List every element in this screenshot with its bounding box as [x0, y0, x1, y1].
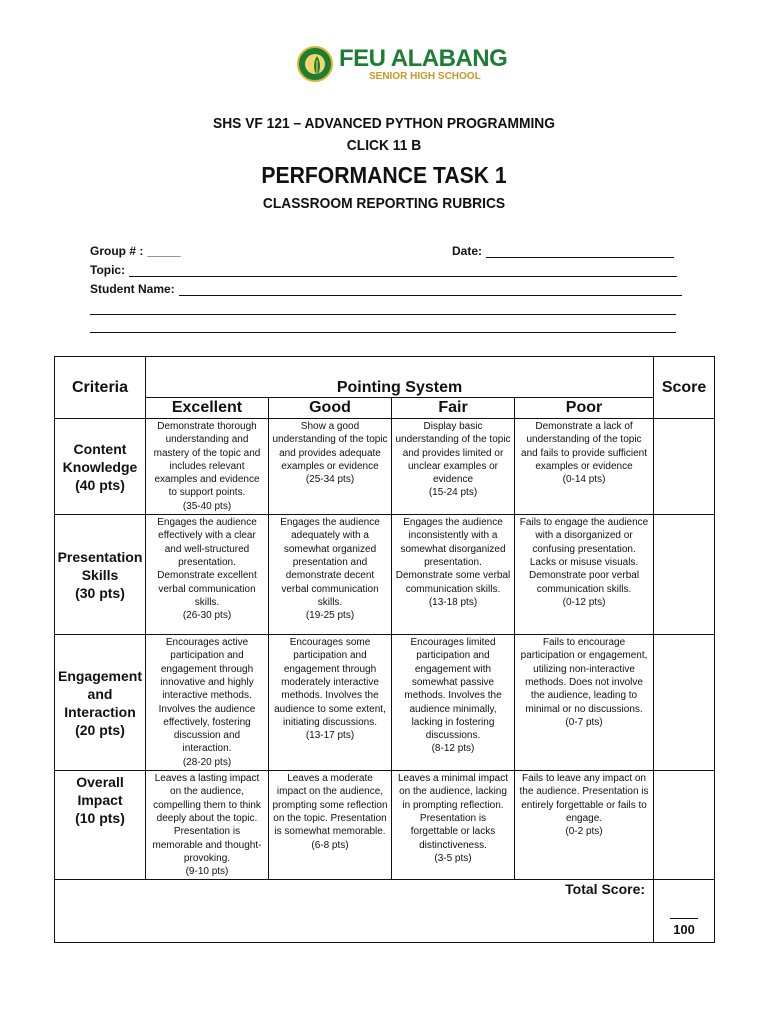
criterion-presentation-skills: Presentation Skills (30 pts)	[55, 515, 146, 635]
max-score: 100	[673, 922, 695, 938]
topic-field	[90, 263, 677, 277]
descriptor-excellent: Leaves a lasting impact on the audience, compelling them to think deeply about the topic. Presentation is memorable and thought-provoking. (9-10 pts)	[146, 771, 269, 880]
criteria-header: Criteria	[55, 357, 146, 419]
score-header: Score	[654, 357, 715, 419]
rubric-row	[55, 419, 715, 515]
section-name: CLICK 11 B	[346, 137, 422, 154]
pointing-system-header: Pointing System	[146, 357, 654, 398]
score-cell[interactable]	[654, 515, 715, 635]
score-cell[interactable]	[654, 419, 715, 515]
level-good: Good	[269, 398, 392, 419]
criterion-content-knowledge: Content Knowledge (40 pts)	[55, 419, 146, 515]
group-field	[90, 244, 181, 258]
descriptor-good: Engages the audience adequately with a somewhat organized presentation and demonstrate decent verbal communication skills. (19-25 pts)	[269, 515, 392, 635]
student-label: Student Name:	[90, 282, 175, 296]
descriptor-fair: Engages the audience inconsistently with a somewhat disorganized presentation. Demonstrate some verbal communication skills. (13-18 pts)	[392, 515, 515, 635]
level-fair: Fair	[392, 398, 515, 419]
descriptor-good: Show a good understanding of the topic and provides adequate examples or evidence (25-34 pts)	[269, 419, 392, 515]
descriptor-fair: Display basic understanding of the topic and provides limited or unclear examples or evidence (15-24 pts)	[392, 419, 515, 515]
total-score-label: Total Score:	[565, 881, 646, 898]
total-row	[55, 880, 654, 943]
level-excellent: Excellent	[146, 398, 269, 419]
rubric-row	[55, 635, 715, 771]
rubric-subtitle: CLASSROOM REPORTING RUBRICS	[262, 195, 506, 212]
score-blank-line	[670, 918, 698, 919]
group-label: Group # :	[90, 244, 144, 258]
date-line	[486, 245, 674, 258]
student-field	[90, 282, 682, 296]
total-score-cell[interactable]	[654, 880, 715, 943]
course-title: SHS VF 121 – ADVANCED PYTHON PROGRAMMING	[213, 115, 555, 132]
blank-line	[90, 314, 676, 315]
descriptor-good: Leaves a moderate impact on the audience, prompting some reflection on the topic. Presentation is somewhat memorable. (6-8 pts)	[269, 771, 392, 880]
date-field	[452, 244, 674, 258]
descriptor-excellent: Demonstrate thorough understanding and mastery of the topic and includes relevant examples and evidence to support points. (35-40 pts)	[146, 419, 269, 515]
topic-line	[129, 264, 677, 277]
level-poor: Poor	[515, 398, 654, 419]
blank-line	[90, 332, 676, 333]
criterion-overall-impact: Overall Impact (10 pts)	[55, 771, 146, 880]
date-label: Date:	[452, 244, 483, 258]
topic-label: Topic:	[90, 263, 126, 277]
task-title: PERFORMANCE TASK 1	[261, 162, 507, 188]
descriptor-excellent: Engages the audience effectively with a clear and well-structured presentation. Demonstrate excellent verbal communication skills. (26-30 pts)	[146, 515, 269, 635]
rubric-row	[55, 515, 715, 635]
descriptor-excellent: Encourages active participation and engagement through innovative and highly interactive methods. Involves the audience effectively, fostering discussion and interaction. (28-20 pts)	[146, 635, 269, 771]
descriptor-good: Encourages some participation and engagement through moderately interactive methods. Involves the audience to some extent, initiating discussions. (13-17 pts)	[269, 635, 392, 771]
score-cell[interactable]	[654, 771, 715, 880]
descriptor-poor: Demonstrate a lack of understanding of the topic and fails to provide sufficient examples or evidence (0-14 pts)	[515, 419, 654, 515]
rubric-table	[54, 356, 715, 943]
student-line	[179, 283, 682, 296]
criterion-engagement-interaction: Engagement and Interaction (20 pts)	[55, 635, 146, 771]
descriptor-poor: Fails to encourage participation or engagement, utilizing non-interactive methods. Does not involve the audience, leading to minimal or no discussions. (0-7 pts)	[515, 635, 654, 771]
score-cell[interactable]	[654, 635, 715, 771]
rubric-row	[55, 771, 715, 880]
logo-sub-text: SENIOR HIGH SCHOOL	[369, 70, 481, 82]
descriptor-fair: Leaves a minimal impact on the audience, lacking in prompting reflection. Presentation is forgettable or lacks distinctiveness. (3-5 pts)	[392, 771, 515, 880]
logo-main-text: FEU ALABANG	[339, 44, 508, 72]
school-logo	[297, 44, 507, 84]
group-value: _____	[147, 244, 181, 258]
seal-icon	[297, 46, 333, 82]
descriptor-poor: Fails to leave any impact on the audience. Presentation is entirely forgettable or fails to engage. (0-2 pts)	[515, 771, 654, 880]
descriptor-poor: Fails to engage the audience with a disorganized or confusing presentation. Lacks or misuse visuals. Demonstrate poor verbal communication skills. (0-12 pts)	[515, 515, 654, 635]
descriptor-fair: Encourages limited participation and engagement with somewhat passive methods. Involves the audience minimally, lacking in fostering discussions. (8-12 pts)	[392, 635, 515, 771]
